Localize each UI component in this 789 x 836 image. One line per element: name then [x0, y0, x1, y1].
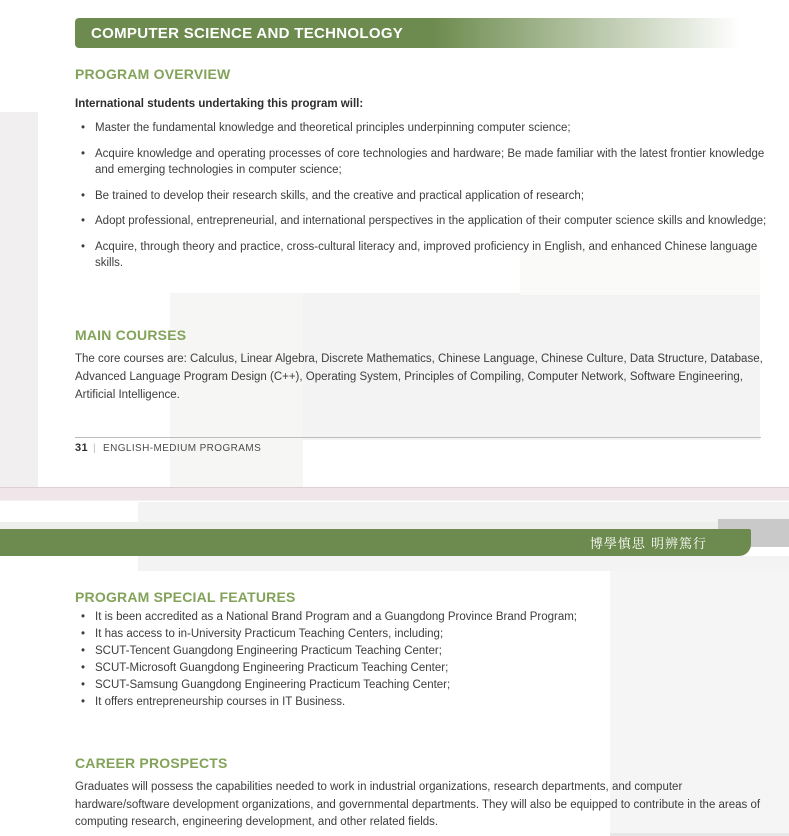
main-courses-heading: MAIN COURSES: [75, 327, 187, 343]
page2-watermark-block: [138, 556, 789, 571]
career-prospects-text: Graduates will possess the capabilities needed to work in industrial organizations, research departments, and computer hardware/software development organizations, and governmental departments. They will also be equipped to contribute in the areas of computing research, engineering development, and other related fields.: [75, 781, 761, 828]
page-footer: [75, 442, 261, 454]
bullet-text: • It offers entrepreneurship courses in IT Business.: [95, 696, 346, 708]
overview-intro: International students undertaking this program will:: [75, 98, 364, 110]
program-title: COMPUTER SCIENCE AND TECHNOLOGY: [91, 24, 404, 42]
bullet-text: • Adopt professional, entrepreneurial, and international perspectives in the application of their computer science skills and knowledge;: [95, 215, 767, 227]
bullet-text: • It is been accredited as a National Brand Program and a Guangdong Province Brand Program;: [95, 611, 578, 623]
university-motto: 博學慎思 明辨篤行: [589, 537, 707, 552]
page1-left-margin-strip: [0, 112, 38, 487]
page-gap-band: [0, 487, 789, 501]
list-item: [75, 662, 775, 676]
career-prospects-heading: CAREER PROSPECTS: [75, 755, 228, 771]
bullet-text: • SCUT-Microsoft Guangdong Engineering Practicum Teaching Center;: [95, 662, 449, 674]
page2-watermark-block: [138, 502, 789, 522]
list-item: [75, 120, 767, 137]
main-courses-text: The core courses are: Calculus, Linear Algebra, Discrete Mathematics, Chinese Language, Chinese Culture, Data Structure, Database, Advanced Language Program Design (C++), Operating System, Principles of Compiling, Computer Network, Software Engineering, Artificial Intelligence.: [75, 353, 763, 401]
list-item: [75, 696, 775, 710]
bullet-text: • It has access to in-University Practicum Teaching Centers, including;: [95, 628, 444, 640]
features-bullet-list: [75, 611, 775, 713]
motto-banner: [0, 529, 751, 556]
list-item: [75, 146, 767, 179]
bullet-text: • SCUT-Tencent Guangdong Engineering Practicum Teaching Center;: [95, 645, 442, 657]
list-item: [75, 645, 775, 659]
overview-bullet-list: [75, 120, 767, 281]
bullet-text: • SCUT-Samsung Guangdong Engineering Practicum Teaching Center;: [95, 679, 451, 691]
list-item: [75, 239, 767, 272]
bullet-text: • Master the fundamental knowledge and theoretical principles underpinning computer science;: [95, 122, 571, 134]
footer-label: ENGLISH-MEDIUM PROGRAMS: [103, 442, 262, 454]
bullet-text: • Be trained to develop their research skills, and the creative and practical application of research;: [95, 189, 585, 202]
footer-separator: |: [93, 442, 97, 454]
program-title-banner: [75, 18, 761, 48]
bullet-text: • Acquire, through theory and practice, cross-cultural literacy and, improved proficiency in English, and enhanced Chinese language skills.: [95, 240, 758, 269]
list-item: [75, 213, 767, 230]
list-item: [75, 679, 775, 693]
program-overview-heading: PROGRAM OVERVIEW: [75, 66, 231, 82]
list-item: [75, 611, 775, 625]
special-features-heading: PROGRAM SPECIAL FEATURES: [75, 589, 296, 605]
page2-watermark-band: [0, 522, 789, 529]
page-number: 31: [75, 442, 89, 454]
list-item: [75, 628, 775, 642]
list-item: [75, 188, 767, 205]
bullet-text: • Acquire knowledge and operating processes of core technologies and hardware; Be made familiar with the latest frontier knowledge and emerging technologies in computer science;: [95, 147, 765, 176]
footer-divider: [75, 437, 761, 438]
